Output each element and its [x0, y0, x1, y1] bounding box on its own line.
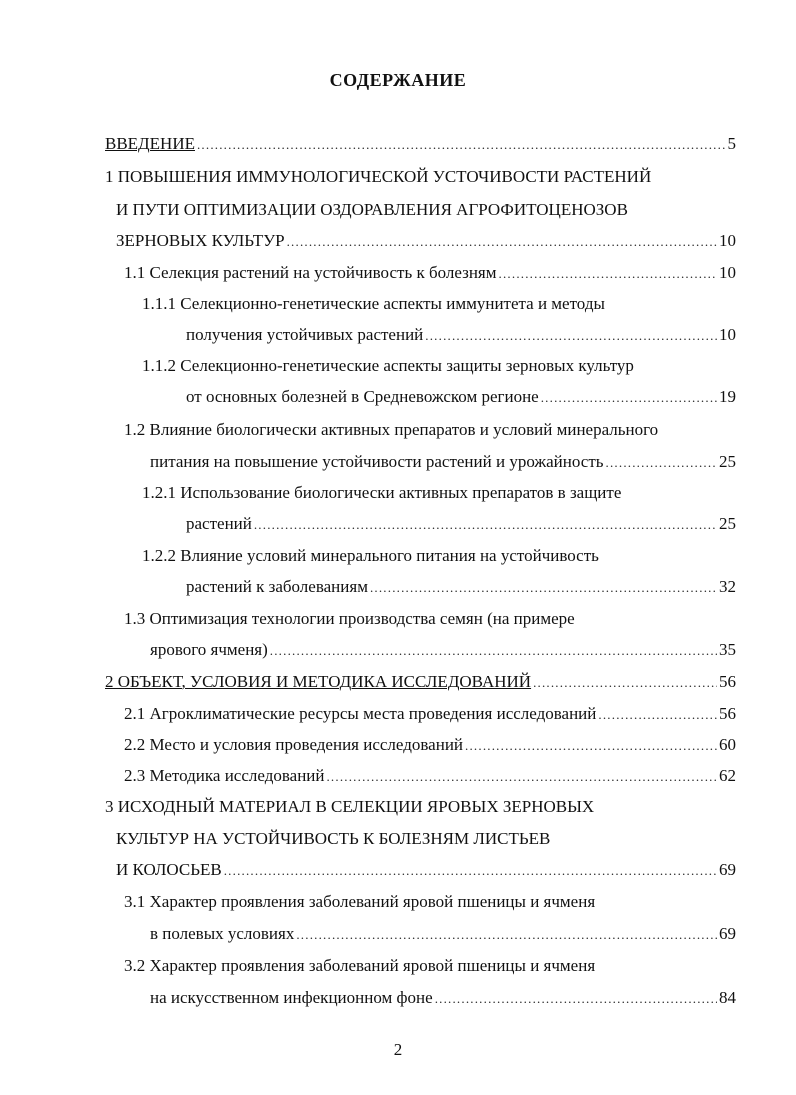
dot-leader: [287, 231, 717, 253]
toc-label: 2 ОБЪЕКТ, УСЛОВИЯ И МЕТОДИКА ИССЛЕДОВАНИЙ: [105, 672, 532, 691]
toc-entry-ch3-line2[interactable]: [116, 828, 550, 850]
toc-label: И КОЛОСЬЕВ: [116, 860, 222, 879]
toc-label: 2.3 Методика исследований: [124, 766, 325, 785]
toc-entry-2-3[interactable]: [124, 765, 736, 788]
toc-label: 1.2.2 Влияние условий минерального питания на устойчивость: [142, 546, 599, 565]
toc-entry-1-2-1-line2[interactable]: [186, 513, 736, 536]
toc-entry-3-1-line1[interactable]: [124, 891, 595, 913]
toc-entry-ch3-line1[interactable]: [105, 796, 594, 818]
toc-page: 69: [719, 924, 736, 943]
dot-leader: [224, 860, 717, 882]
toc-label: 1.3 Оптимизация технологии производства семян (на примере: [124, 609, 575, 628]
dot-leader: [296, 924, 717, 946]
page-title: СОДЕРЖАНИЕ: [329, 70, 467, 90]
dot-leader: [270, 640, 717, 662]
toc-label: 2.2 Место и условия проведения исследований: [124, 735, 464, 754]
dot-leader: [533, 672, 717, 694]
toc-label: 3 ИСХОДНЫЙ МАТЕРИАЛ В СЕЛЕКЦИИ ЯРОВЫХ ЗЕРНОВЫХ: [105, 797, 595, 816]
toc-entry-2-2[interactable]: [124, 734, 736, 757]
toc-page: 84: [719, 988, 736, 1007]
toc-label: 1.1.1 Селекционно-генетические аспекты иммунитета и методы: [142, 294, 605, 313]
toc-label: 3.2 Характер проявления заболеваний яровой пшеницы и ячменя: [124, 956, 596, 975]
toc-label: КУЛЬТУР НА УСТОЙЧИВОСТЬ К БОЛЕЗНЯМ ЛИСТЬЕВ: [116, 829, 551, 848]
dot-leader: [425, 325, 717, 347]
toc-entry-3-1-line2[interactable]: [150, 923, 736, 946]
toc-label: 1.2.1 Использование биологически активных препаратов в защите: [142, 483, 622, 502]
toc-label: 2.1 Агроклиматические ресурсы места проведения исследований: [124, 704, 597, 723]
toc-page: 60: [719, 735, 736, 754]
toc-entry-1-3-line2[interactable]: [150, 639, 736, 662]
toc-page: 5: [727, 134, 736, 153]
toc-entry-1-3-line1[interactable]: [124, 608, 575, 630]
toc-label: получения устойчивых растений: [186, 325, 424, 344]
page-number: 2: [393, 1040, 403, 1059]
toc-page: 56: [719, 704, 736, 723]
toc-page: 32: [719, 577, 736, 596]
dot-leader: [598, 704, 717, 726]
dot-leader: [326, 766, 717, 788]
dot-leader: [370, 577, 717, 599]
toc-label: растений: [186, 514, 252, 533]
dot-leader: [606, 452, 717, 474]
toc-label: 1.1.2 Селекционно-генетические аспекты защиты зерновых культур: [142, 356, 634, 375]
toc-entry-ch2[interactable]: [105, 671, 736, 694]
toc-label: от основных болезней в Средневожском регионе: [186, 387, 539, 406]
toc-entry-1-1-1-line2[interactable]: [186, 324, 736, 347]
toc-entry-ch1-line2[interactable]: [116, 199, 628, 221]
toc-page: 25: [719, 452, 736, 471]
dot-leader: [254, 514, 717, 536]
toc-entry-intro[interactable]: [105, 133, 736, 156]
dot-leader: [435, 988, 717, 1010]
toc-label: на искусственном инфекционном фоне: [150, 988, 433, 1007]
dot-leader: [499, 263, 717, 285]
toc-page: 35: [719, 640, 736, 659]
toc-entry-1-1-2-line2[interactable]: [186, 386, 736, 409]
dot-leader: [197, 134, 726, 156]
toc-entry-1-1-1-line1[interactable]: [142, 293, 605, 315]
toc-label: 1 ПОВЫШЕНИЯ ИММУНОЛОГИЧЕСКОЙ УСТОЧИВОСТИ РАСТЕНИЙ: [105, 167, 652, 186]
toc-label: ЗЕРНОВЫХ КУЛЬТУР: [116, 231, 285, 250]
toc-entry-1-2-2-line2[interactable]: [186, 576, 736, 599]
dot-leader: [465, 735, 717, 757]
toc-label: 3.1 Характер проявления заболеваний яровой пшеницы и ячменя: [124, 892, 596, 911]
toc-page: 10: [719, 263, 736, 282]
toc-entry-1-2-line2[interactable]: [150, 451, 736, 474]
dot-leader: [541, 387, 717, 409]
toc-page: 10: [719, 325, 736, 344]
toc-page: 56: [719, 672, 736, 691]
toc-entry-ch1-line3[interactable]: [116, 230, 736, 253]
toc-label: 1.1 Селекция растений на устойчивость к болезням: [124, 263, 497, 282]
toc-entry-1-2-line1[interactable]: [124, 419, 658, 441]
toc-entry-2-1[interactable]: [124, 703, 736, 726]
toc-page: 69: [719, 860, 736, 879]
toc-page: 25: [719, 514, 736, 533]
toc-label: в полевых условиях: [150, 924, 295, 943]
toc-label: ярового ячменя): [150, 640, 268, 659]
toc-entry-3-2-line2[interactable]: [150, 987, 736, 1010]
toc-entry-ch1-line1[interactable]: [105, 166, 651, 188]
toc-page: 10: [719, 231, 736, 250]
toc-entry-1-2-2-line1[interactable]: [142, 545, 599, 567]
toc-entry-1-1-2-line1[interactable]: [142, 355, 634, 377]
toc-page: 62: [719, 766, 736, 785]
toc-label: И ПУТИ ОПТИМИЗАЦИИ ОЗДОРАВЛЕНИЯ АГРОФИТОЦЕНОЗОВ: [116, 200, 628, 219]
toc-entry-ch3-line3[interactable]: [116, 859, 736, 882]
toc-entry-1-1[interactable]: [124, 262, 736, 285]
toc-entry-1-2-1-line1[interactable]: [142, 482, 621, 504]
toc-label: ВВЕДЕНИЕ: [105, 134, 195, 153]
toc-label: питания на повышение устойчивости растений и урожайность: [150, 452, 604, 471]
toc-label: растений к заболеваниям: [186, 577, 368, 596]
toc-page: 19: [719, 387, 736, 406]
toc-label: 1.2 Влияние биологически активных препаратов и условий минерального: [124, 420, 659, 439]
toc-entry-3-2-line1[interactable]: [124, 955, 595, 977]
